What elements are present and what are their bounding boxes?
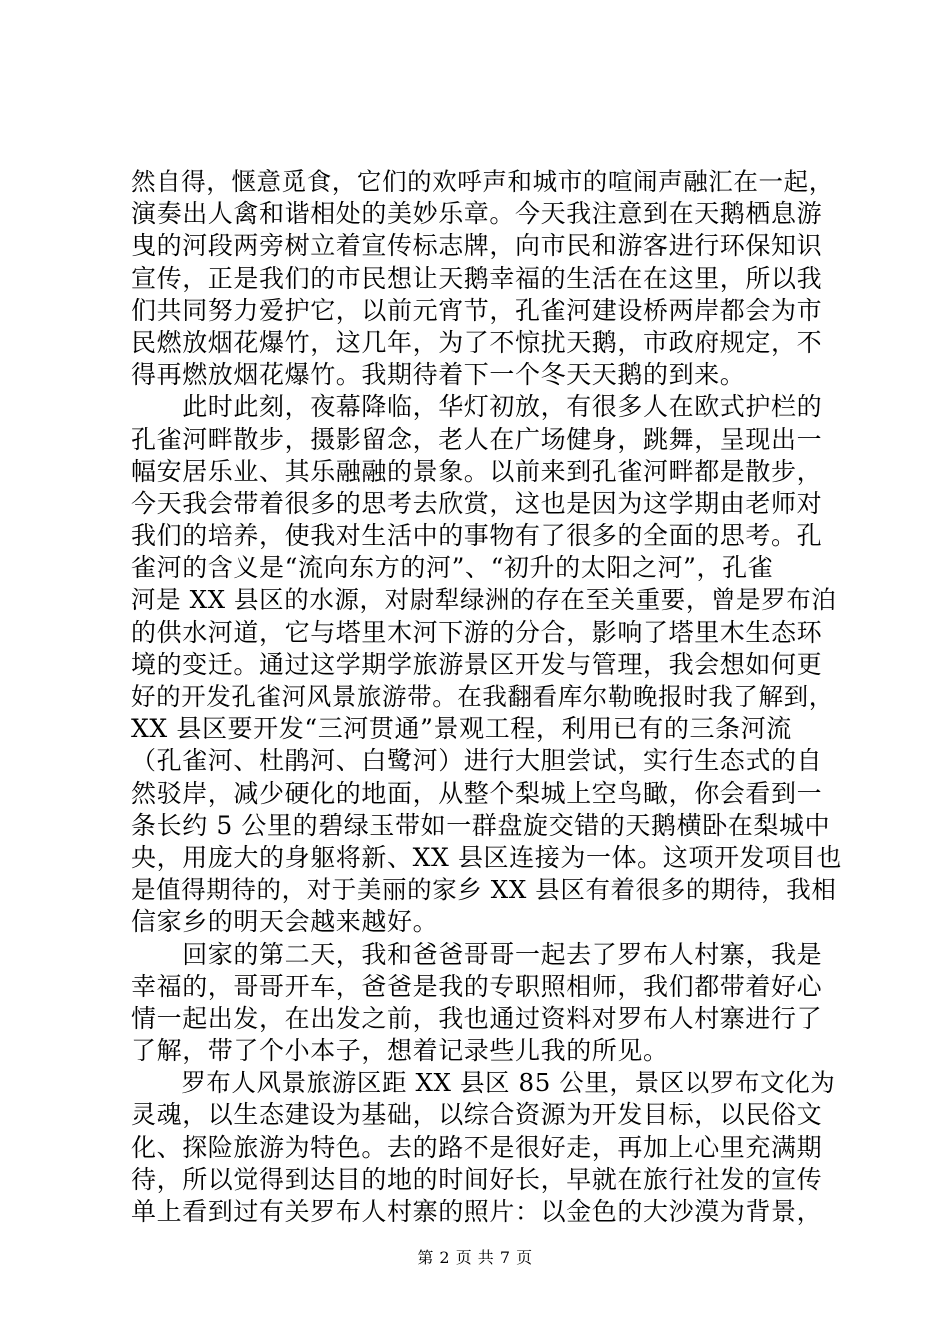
- text-line: 然自得，惬意觅食，它们的欢呼声和城市的喧闹声融汇在一起，: [131, 167, 834, 196]
- document-body: [131, 166, 843, 1228]
- text-line: 宣传，正是我们的市民想让天鹅幸福的生活在在这里，所以我: [131, 263, 823, 293]
- text-line: 好的开发孔雀河风景旅游带。在我翻看库尔勒晚报时我了解到，: [131, 682, 834, 711]
- text-line: 罗布人风景旅游区距 XX 县区 85 公里，景区以罗布文化为: [131, 1068, 836, 1098]
- text-line: 是值得期待的，对于美丽的家乡 XX 县区有着很多的期待，我相: [131, 875, 837, 905]
- text-line: XX 县区要开发“三河贯通”景观工程，利用已有的三条河流: [131, 714, 792, 744]
- text-line: 境的变迁。通过这学期学旅游景区开发与管理，我会想如何更: [131, 649, 823, 679]
- text-line: 化、探险旅游为特色。去的路不是很好走，再加上心里充满期: [131, 1132, 823, 1162]
- text-line: 演奏出人禽和谐相处的美妙乐章。今天我注意到在天鹅栖息游: [131, 199, 823, 229]
- text-line: 得再燃放烟花爆竹。我期待着下一个冬天天鹅的到来。: [131, 360, 746, 390]
- text-line: 灵魂，以生态建设为基础，以综合资源为开发目标，以民俗文: [131, 1100, 823, 1130]
- text-line: 雀河的含义是“流向东方的河”、“初升的太阳之河”，孔雀: [131, 553, 774, 583]
- text-line: 幸福的，哥哥开车，爸爸是我的专职照相师，我们都带着好心: [131, 971, 823, 1001]
- text-line: 回家的第二天，我和爸爸哥哥一起去了罗布人村寨，我是: [131, 939, 823, 969]
- text-line: 河是 XX 县区的水源，对尉犁绿洲的存在至关重要，曾是罗布泊: [131, 585, 837, 615]
- text-line: 我们的培养，使我对生活中的事物有了很多的全面的思考。孔: [131, 521, 823, 551]
- page-footer: 第 2 页 共 7 页: [417, 1248, 533, 1267]
- text-line: 待，所以觉得到达目的地的时间好长，早就在旅行社发的宣传: [131, 1164, 823, 1194]
- text-line: 单上看到过有关罗布人村寨的照片：以金色的大沙漠为背景，: [131, 1197, 823, 1226]
- text-line: 情一起出发，在出发之前，我也通过资料对罗布人村寨进行了: [131, 1003, 823, 1033]
- text-line: 条长约 5 公里的碧绿玉带如一群盘旋交错的天鹅横卧在梨城中: [131, 810, 831, 840]
- text-line: （孔雀河、杜鹃河、白鹭河）进行大胆尝试，实行生态式的自: [131, 746, 823, 776]
- text-line: 此时此刻，夜幕降临，华灯初放，有很多人在欧式护栏的: [131, 392, 823, 422]
- text-line: 们共同努力爱护它，以前元宵节，孔雀河建设桥两岸都会为市: [131, 295, 823, 325]
- text-line: 然驳岸，减少硬化的地面，从整个梨城上空鸟瞰，你会看到一: [131, 778, 823, 808]
- text-line: 今天我会带着很多的思考去欣赏，这也是因为这学期由老师对: [131, 488, 823, 518]
- text-line: 曳的河段两旁树立着宣传标志牌，向市民和游客进行环保知识: [131, 231, 823, 261]
- text-line: 孔雀河畔散步，摄影留念，老人在广场健身，跳舞，呈现出一: [131, 424, 823, 454]
- text-line: 信家乡的明天会越来越好。: [131, 907, 439, 937]
- text-line: 了解，带了个小本子，想着记录些儿我的所见。: [131, 1036, 669, 1066]
- text-line: 幅安居乐业、其乐融融的景象。以前来到孔雀河畔都是散步，: [131, 456, 823, 486]
- text-line: 民燃放烟花爆竹，这几年，为了不惊扰天鹅，市政府规定，不: [131, 327, 823, 357]
- text-line: 的供水河道，它与塔里木河下游的分合，影响了塔里木生态环: [131, 617, 823, 647]
- text-line: 央，用庞大的身躯将新、XX 县区连接为一体。这项开发项目也: [131, 842, 842, 872]
